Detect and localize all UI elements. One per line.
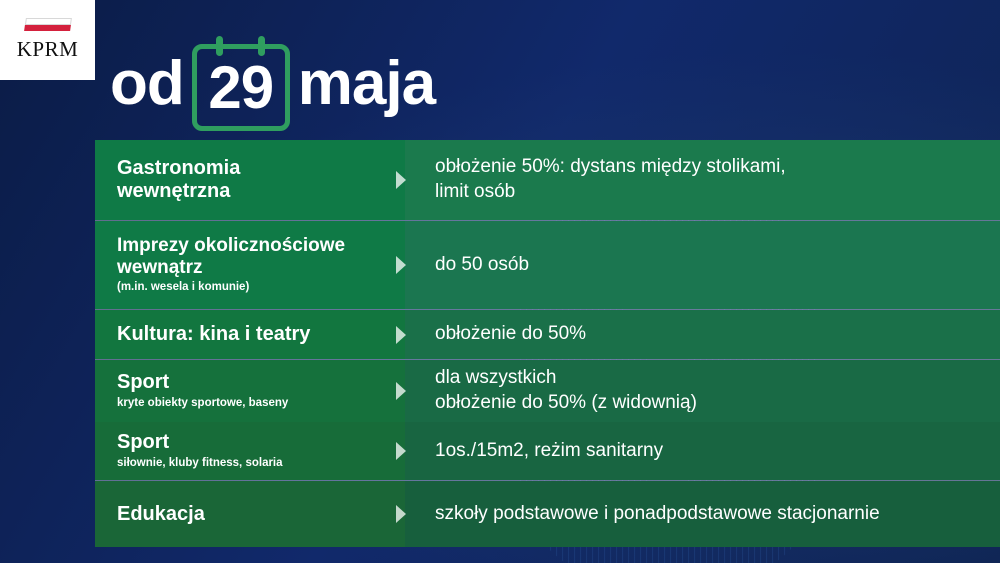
table-row-category	[95, 481, 405, 547]
calendar-icon	[192, 36, 290, 131]
category-subtitle: siłownie, kluby fitness, solaria	[117, 457, 283, 470]
detail-line: do 50 osób	[435, 253, 530, 275]
row-divider	[95, 480, 1000, 481]
table-row-category	[95, 140, 405, 220]
detail-line: obłożenie do 50% (z widownią)	[435, 392, 697, 413]
calendar-day: 29	[208, 54, 274, 121]
page-title	[110, 36, 435, 131]
table-row	[95, 140, 1000, 220]
category-line: Sport	[117, 431, 170, 454]
category-line: wewnętrzna	[117, 180, 231, 202]
row-arrow-icon	[396, 256, 406, 274]
category-line: Gastronomia	[117, 157, 241, 179]
table-row-details	[405, 360, 1000, 422]
row-arrow-icon	[396, 505, 406, 523]
table-row-category	[95, 310, 405, 359]
table-row-details	[405, 422, 1000, 480]
row-arrow-icon	[396, 442, 406, 460]
table-row-details	[405, 140, 1000, 220]
table-row	[95, 310, 1000, 359]
category-subtitle: (m.in. wesela i komunie)	[117, 281, 250, 294]
row-arrow-icon	[396, 382, 406, 400]
category-line: Edukacja	[117, 502, 205, 525]
detail-line: 1os./15m2, reżim sanitarny	[435, 439, 664, 461]
logo-label: KPRM	[16, 37, 79, 61]
polish-flag-icon	[24, 18, 72, 31]
category-line: Sport	[117, 371, 170, 394]
detail-line: szkoły podstawowe i ponadpodstawowe stacjonarnie	[435, 502, 880, 524]
table-row	[95, 481, 1000, 547]
row-arrow-icon	[396, 326, 406, 344]
category-line: Imprezy okolicznościowe	[117, 234, 346, 256]
table-row-category	[95, 360, 405, 422]
row-divider	[95, 359, 1000, 360]
table-row-category	[95, 221, 405, 309]
table-row	[95, 360, 1000, 422]
detail-line: obłożenie 50%: dystans między stolikami,	[435, 156, 786, 178]
table-row-details	[405, 481, 1000, 547]
detail-line: obłożenie do 50%	[435, 323, 587, 345]
title-prefix: od	[110, 48, 184, 118]
rules-table	[95, 140, 1000, 545]
row-divider	[95, 309, 1000, 310]
category-line: wewnątrz	[117, 256, 203, 278]
detail-line: limit osób	[435, 181, 516, 202]
title-suffix: maja	[297, 48, 436, 118]
category-subtitle: kryte obiekty sportowe, baseny	[117, 397, 289, 410]
table-row	[95, 422, 1000, 480]
table-row-details	[405, 310, 1000, 359]
table-row	[95, 221, 1000, 309]
row-divider	[95, 220, 1000, 221]
category-line: Kultura: kina i teatry	[117, 323, 311, 345]
table-row-details	[405, 221, 1000, 309]
detail-line: dla wszystkich	[435, 367, 557, 389]
table-row-category	[95, 422, 405, 480]
kprm-logo	[0, 0, 95, 80]
row-arrow-icon	[396, 171, 406, 189]
